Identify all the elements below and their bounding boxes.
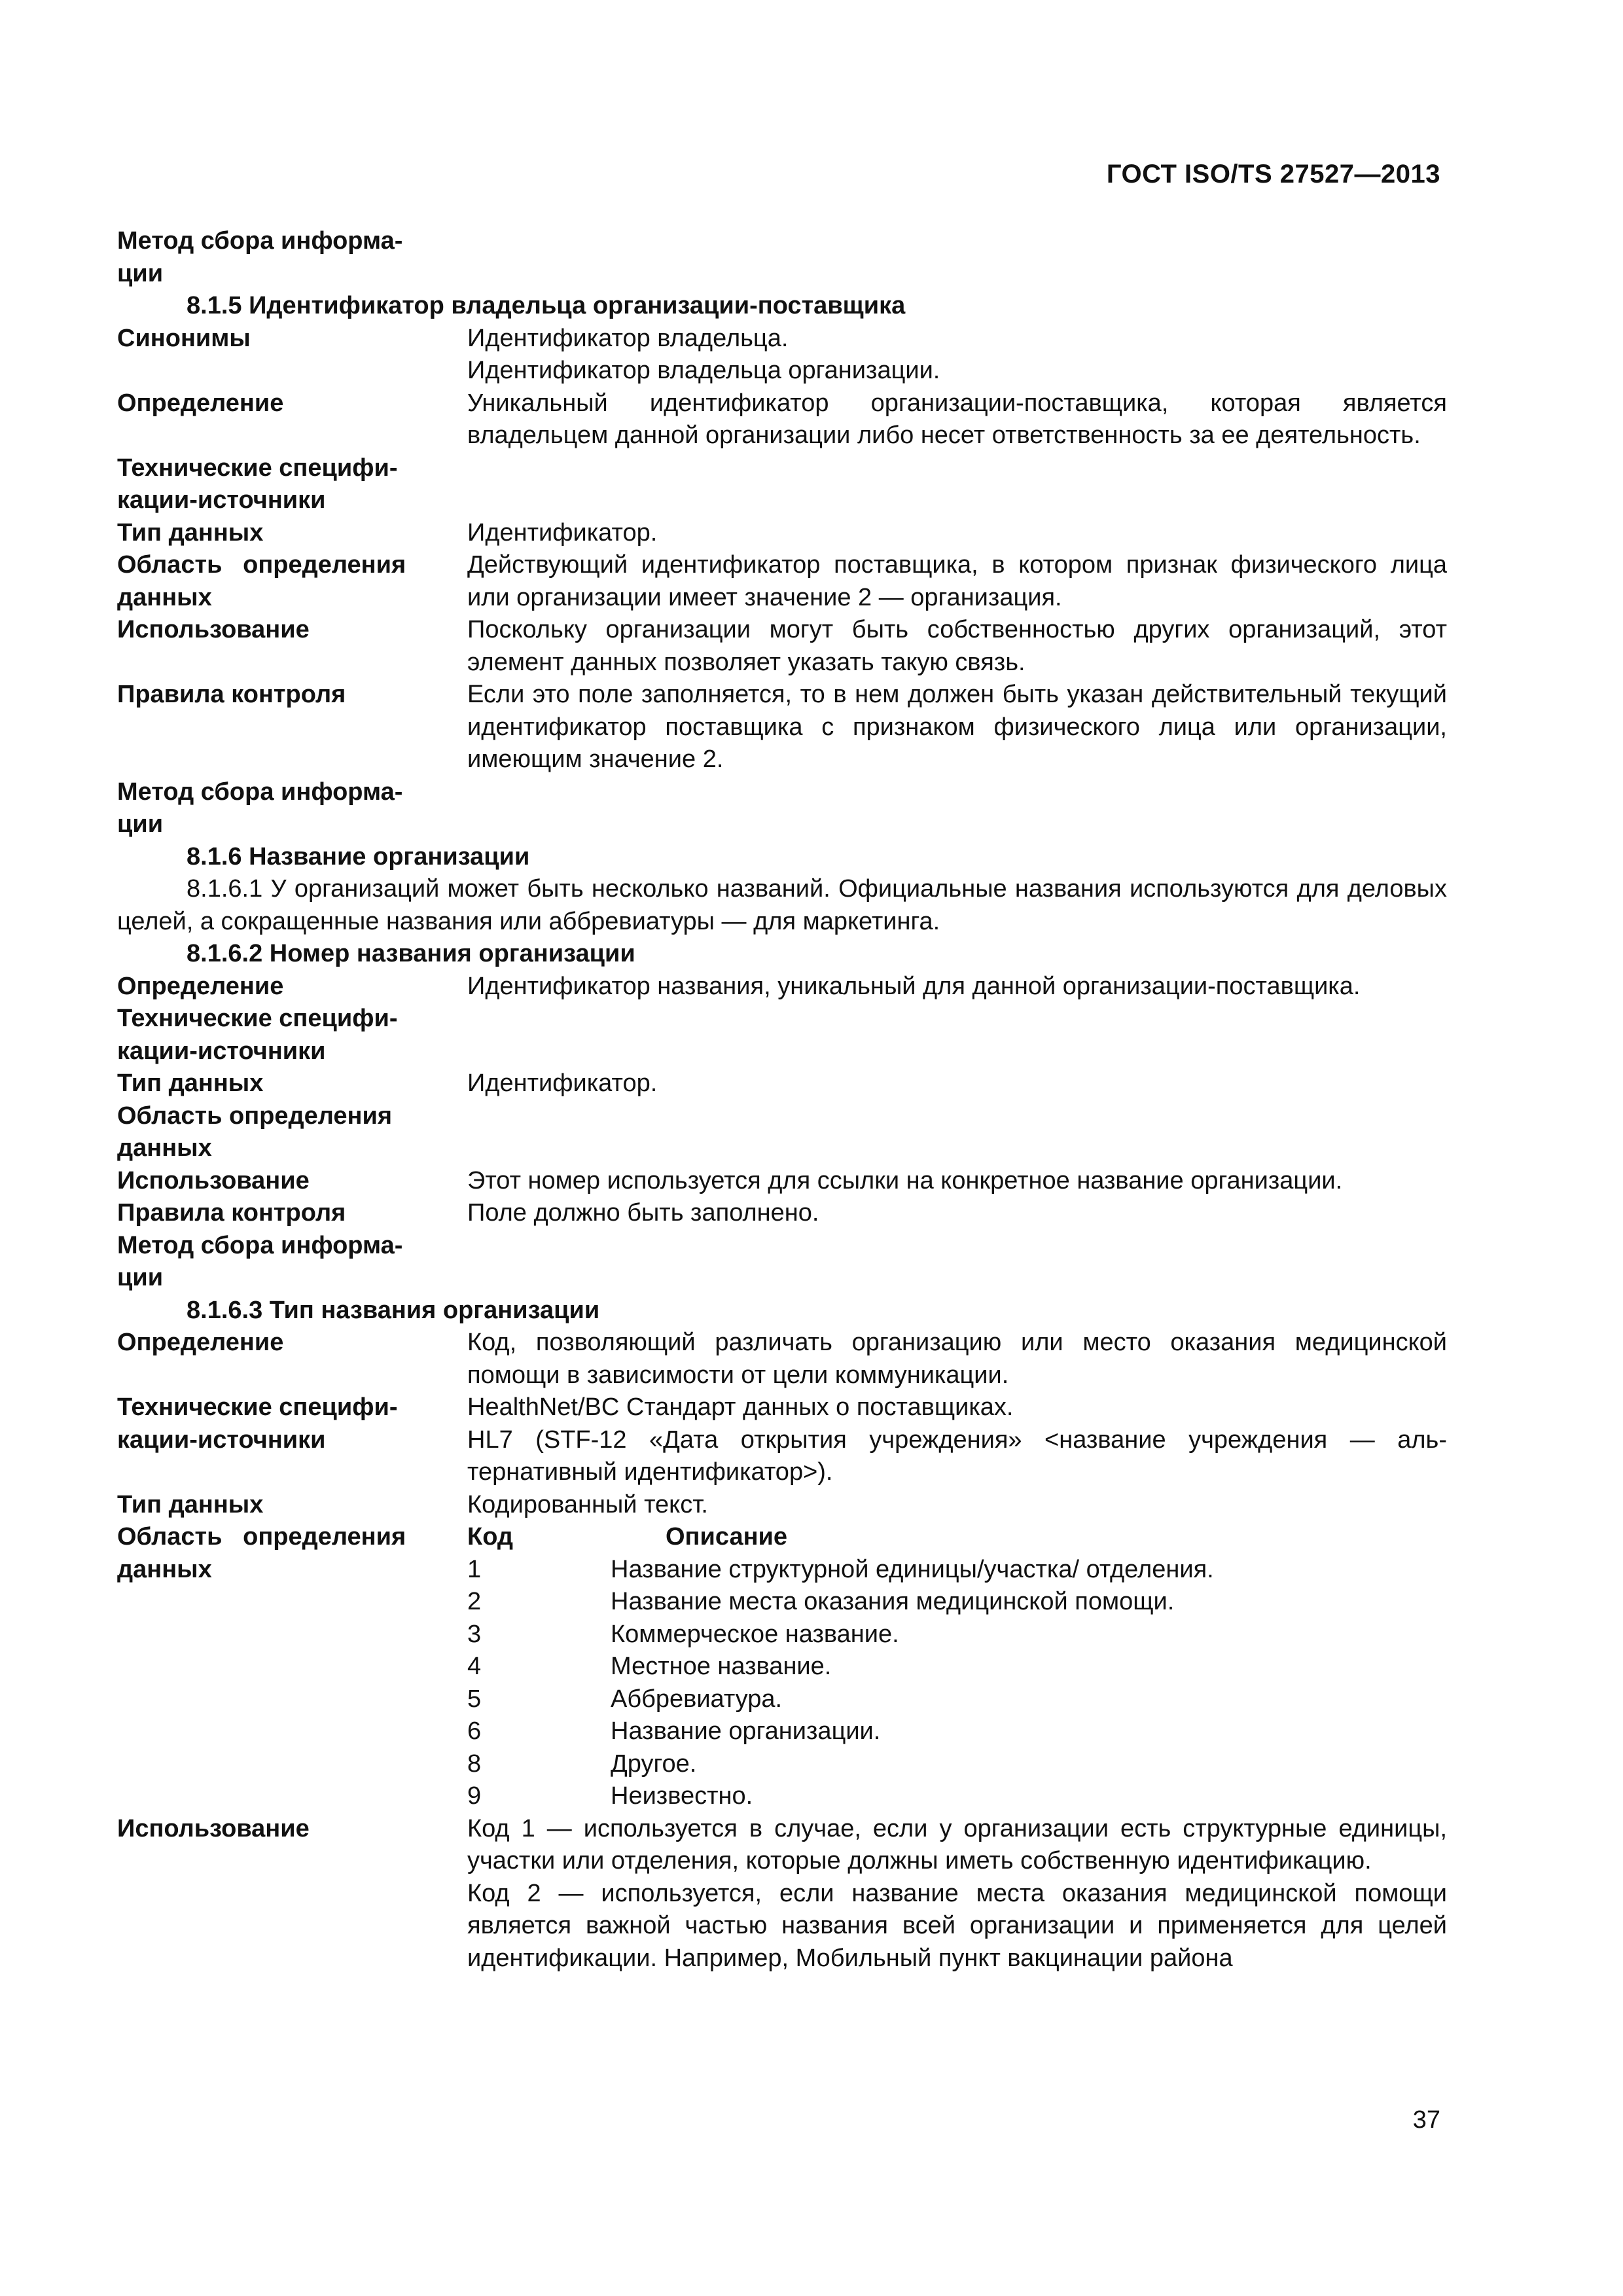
description-cell: Название структурной единицы/участка/ отделения. xyxy=(611,1555,1214,1583)
field-label: Синонимы xyxy=(117,324,251,352)
field-row-definition xyxy=(117,971,1447,1003)
section-title-8-1-6-2: 8.1.6.2 Номер названия организации xyxy=(187,940,635,967)
field-value: Идентификатор. xyxy=(467,1069,658,1097)
field-value: Если это поле заполняется, то в нем должен быть указан действительный текущий идентификатор поставщика с признаком физического лица или организации, имеющим значение 2. xyxy=(467,681,1447,773)
section-title-8-1-6-3: 8.1.6.3 Тип названия организации xyxy=(187,1296,600,1324)
description-column-header: Описание xyxy=(666,1523,788,1551)
field-value: HL7 (STF-12 «Дата открытия учреждения» <название учреждения — альтернативный идентификатор>). xyxy=(467,1426,1447,1486)
field-label: Метод сбора информа- ции xyxy=(117,778,403,838)
field-label: Определение xyxy=(117,972,284,1000)
field-label: Область определения данных xyxy=(117,1102,393,1162)
description-cell: Название места оказания медицинской помощи. xyxy=(611,1588,1175,1615)
field-label: Технические специфи- кации-источники xyxy=(117,1005,398,1065)
description-cell: Аббревиатура. xyxy=(611,1685,783,1713)
code-table-row xyxy=(467,1619,1447,1651)
description-cell: Местное название. xyxy=(611,1653,832,1680)
field-row-data-type xyxy=(117,1067,1447,1100)
field-value: Действующий идентификатор поставщика, в котором признак физического лица или организации имеет значение 2 — организация. xyxy=(467,551,1447,611)
field-label: Тип данных xyxy=(117,1069,264,1097)
field-value: HealthNet/BC Стандарт данных о поставщиках. xyxy=(467,1393,1014,1421)
description-cell: Название организации. xyxy=(611,1717,881,1745)
field-label: Тип данных xyxy=(117,1490,264,1518)
code-cell: 8 xyxy=(467,1749,482,1778)
code-cell: 5 xyxy=(467,1685,482,1713)
field-row-control-rules xyxy=(117,1197,1447,1230)
code-table xyxy=(467,1521,1447,1813)
field-row-usage xyxy=(117,1165,1447,1198)
code-cell: 2 xyxy=(467,1588,482,1615)
paragraph-8-1-6-1: 8.1.6.1 У организаций может быть несколько названий. Официальные названия используются для деловых целей, а сокращенные названия или аббревиатуры — для маркетинга. xyxy=(117,875,1447,935)
field-row-synonyms xyxy=(117,323,1447,387)
field-value: Код 1 — используется в случае, если у организации есть структурные единицы, участки или отделения, которые должны иметь собственную идентификацию. xyxy=(467,1814,1447,1874)
field-row-usage xyxy=(117,1813,1447,1975)
field-row-tech-specs xyxy=(117,452,1447,517)
field-label: Использование xyxy=(117,616,310,643)
description-cell: Другое. xyxy=(611,1749,697,1778)
field-value: Кодированный текст. xyxy=(467,1490,708,1518)
description-cell: Неизвестно. xyxy=(611,1782,753,1810)
field-row-tech-specs xyxy=(117,1391,1447,1489)
field-label: Использование xyxy=(117,1814,310,1842)
code-table-header xyxy=(467,1521,1447,1554)
field-value: Поскольку организации могут быть собственностью других организаций, этот элемент данных позволяет указать такую связь. xyxy=(467,616,1447,676)
field-row-usage xyxy=(117,614,1447,679)
code-table-row xyxy=(467,1586,1447,1619)
field-row-definition xyxy=(117,387,1447,452)
field-value: Идентификатор владельца организации. xyxy=(467,357,940,384)
code-cell: 4 xyxy=(467,1653,482,1680)
field-row-collection-method xyxy=(117,1230,1447,1295)
field-row-domain xyxy=(117,549,1447,614)
field-label: Правила контроля xyxy=(117,681,346,708)
field-row-collection-method xyxy=(117,776,1447,841)
description-cell: Коммерческое название. xyxy=(611,1620,899,1648)
code-column-header: Код xyxy=(467,1523,514,1551)
field-row-data-type xyxy=(117,1489,1447,1522)
field-value: Код 2 — используется, если название места оказания медицинской помощи является важной частью названия всей организации и применяется для целей идентификации. Например, Мобильный пункт вакцинации района xyxy=(467,1879,1447,1972)
field-label: Определение xyxy=(117,1329,284,1356)
code-table-row xyxy=(467,1683,1447,1716)
field-row-tech-specs xyxy=(117,1003,1447,1067)
code-table-row xyxy=(467,1651,1447,1683)
code-table-row xyxy=(467,1554,1447,1587)
field-row-control-rules xyxy=(117,679,1447,776)
field-label: Метод сбора информа- ции xyxy=(117,1231,403,1291)
section-title-8-1-6: 8.1.6 Название организации xyxy=(187,842,530,870)
code-cell: 9 xyxy=(467,1782,482,1810)
field-label: Определение xyxy=(117,389,284,417)
code-cell: 3 xyxy=(467,1620,482,1648)
field-row-data-type xyxy=(117,517,1447,550)
field-row-collection-method-top xyxy=(117,225,1447,290)
field-value: Уникальный идентификатор организации-поставщика, которая является владельцем данной организации либо несет ответственность за ее деятельность. xyxy=(467,389,1447,449)
code-cell: 6 xyxy=(467,1717,482,1745)
page-number: 37 xyxy=(1412,2106,1440,2134)
field-label: Тип данных xyxy=(117,518,264,547)
code-table-row xyxy=(467,1748,1447,1781)
field-label: Область определения данных xyxy=(117,1523,406,1583)
field-value: Этот номер используется для ссылки на конкретное название организации. xyxy=(467,1166,1343,1194)
code-table-row xyxy=(467,1715,1447,1748)
field-value: Идентификатор названия, уникальный для данной организации-поставщика. xyxy=(467,972,1361,1000)
section-title-8-1-5: 8.1.5 Идентификатор владельца организации-поставщика xyxy=(187,292,906,319)
field-label: Метод сбора информа- ции xyxy=(117,227,403,287)
field-value: Идентификатор. xyxy=(467,518,658,547)
field-value: Поле должно быть заполнено. xyxy=(467,1199,819,1227)
field-value: Идентификатор владельца. xyxy=(467,324,789,352)
field-label: Технические специфи- кации-источники xyxy=(117,454,398,514)
field-row-definition xyxy=(117,1327,1447,1391)
code-table-row xyxy=(467,1780,1447,1813)
field-label: Правила контроля xyxy=(117,1199,346,1227)
field-label: Использование xyxy=(117,1166,310,1194)
code-cell: 1 xyxy=(467,1555,482,1583)
field-value: Код, позволяющий различать организацию или место оказания медицинской помощи в зависимости от цели коммуникации. xyxy=(467,1329,1447,1389)
field-label: Область определения данных xyxy=(117,551,406,611)
document-body xyxy=(117,225,1447,1975)
field-label: Технические специфи- кации-источники xyxy=(117,1393,398,1454)
document-header: ГОСТ ISO/TS 27527—2013 xyxy=(1106,160,1440,188)
field-row-domain xyxy=(117,1100,1447,1165)
field-row-domain xyxy=(117,1521,1447,1813)
